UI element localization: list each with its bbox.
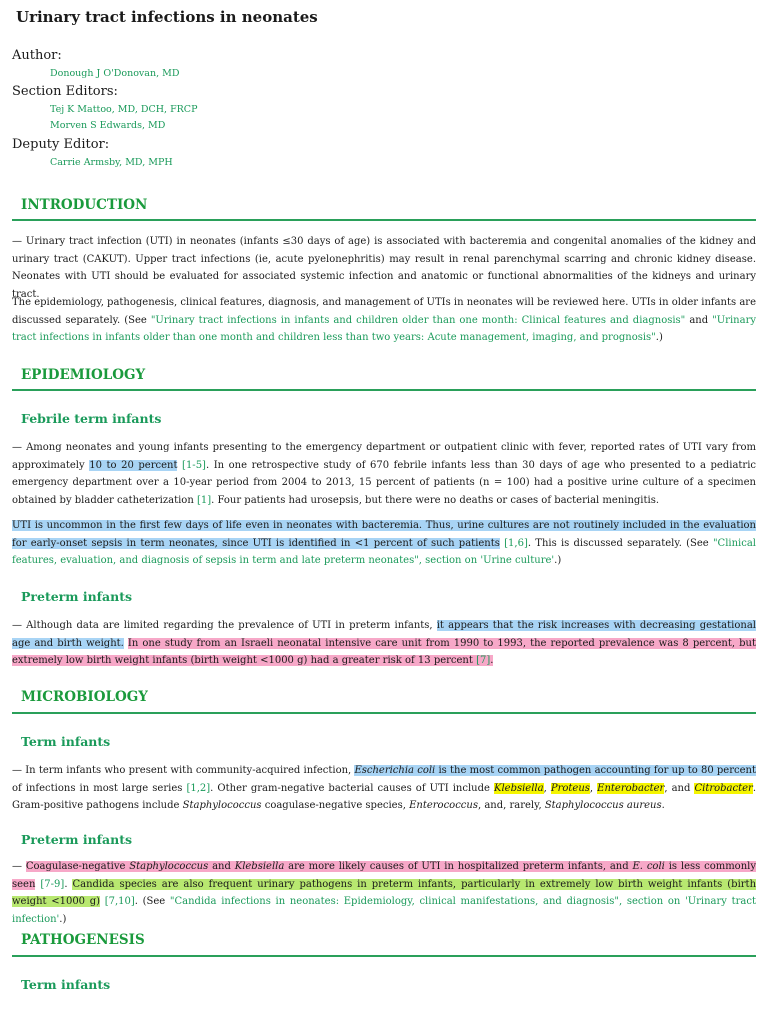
- preterm-paragraph: — Although data are limited regarding the prevalence of UTI in preterm infants, it appears that the risk increases with decreasing gestational age and birth weight. In one study from an Israeli neonatal intensive care unit from 1990 to 1993, the reported prevalence was 8 percent, but extremely low birth weight infants (birth weight <1000 g) had a greater risk of 13 percent [7].: [12, 620, 756, 666]
- candida-neonates-link[interactable]: "Candida infections in neonates: Epidemiology, clinical manifestations, and diagnosis", section on 'Urinary tract infection': [12, 896, 757, 925]
- reference-link[interactable]: [1,2]: [186, 782, 211, 794]
- introduction-paragraph-1: — Urinary tract infection (UTI) in neonates (infants ≤30 days of age) is associated with bacteremia and congenital anomalies of the kidney and urinary tract (CAKUT). Upper tract infections (ie, acute pyelonephritis) may result in renal parenchymal scarring and chronic kidney disease. Neonates with UTI should be evaluated for associated systemic infection and anatomic or functional abnormalities of the kidneys and urinary tract.: [12, 236, 756, 300]
- microbiology-heading: MICROBIOLOGY: [21, 689, 148, 705]
- deputy-editor-name-link[interactable]: Carrie Armsby, MD, MPH: [50, 157, 173, 168]
- article-title: Urinary tract infections in neonates: [16, 8, 318, 26]
- sepsis-neonates-link[interactable]: "Clinical features, evaluation, and diagnosis of sepsis in term and late preterm neonates", section on 'Urine culture': [12, 537, 756, 566]
- uti-clinical-features-link[interactable]: "Urinary tract infections in infants and children older than one month: Clinical features and diagnosis": [150, 314, 686, 326]
- introduction-paragraph-2: The epidemiology, pathogenesis, clinical features, diagnosis, and management of UTIs in neonates will be reviewed here. UTIs in older infants are discussed separately. (See "Urinary tract infections in infants and children older than one month: Clinical features and diagnosis" and "Urinary tract infections in infants older than one month and children less than two years: Acute management, imaging, and prognosis".): [12, 297, 756, 343]
- preterm-infants-heading: Preterm infants: [21, 589, 133, 604]
- reference-link[interactable]: [1]: [196, 494, 212, 506]
- author-label: Author:: [12, 48, 62, 63]
- section-editor-1-link[interactable]: Tej K Mattoo, MD, DCH, FRCP: [50, 104, 198, 115]
- author-name-link[interactable]: Donough J O'Donovan, MD: [50, 68, 180, 79]
- reference-link[interactable]: [7]: [476, 655, 491, 666]
- section-editor-2-link[interactable]: Morven S Edwards, MD: [50, 120, 166, 131]
- reference-link[interactable]: [1-5]: [182, 459, 206, 471]
- reference-link[interactable]: [1,6]: [504, 537, 528, 549]
- section-divider: [12, 219, 756, 221]
- introduction-heading: INTRODUCTION: [21, 197, 148, 213]
- section-editors-label: Section Editors:: [12, 84, 118, 99]
- highlight-blue: it appears that the risk increases with decreasing gestational age and birth weight.: [12, 620, 756, 649]
- section-divider: [12, 955, 756, 957]
- section-divider: [12, 389, 756, 391]
- highlight-yellow: Enterobacter: [597, 782, 665, 794]
- highlight-yellow: Citrobacter: [694, 782, 753, 794]
- pathogenesis-term-infants-heading: Term infants: [21, 977, 111, 992]
- micro-preterm-infants-heading: Preterm infants: [21, 832, 133, 847]
- highlight-pink: In one study from an Israeli neonatal intensive care unit from 1990 to 1993, the reported prevalence was 8 percent, but extremely low birth weight infants (birth weight <1000 g) had a greater risk of 13 percent [7].: [12, 637, 756, 666]
- section-divider: [12, 712, 756, 714]
- micro-preterm-paragraph: — Coagulase-negative Staphylococcus and Klebsiella are more likely causes of UTI in hospitalized preterm infants, and E. coli is less commonly seen [7-9]. Candida species are also frequent urinary pathogens in preterm infants, particularly in extremely low birth weight infants (birth weight <1000 g) [7,10]. (See "Candida infections in neonates: Epidemiology, clinical manifestations, and diagnosis", section on 'Urinary tract infection'.): [12, 861, 757, 925]
- febrile-term-paragraph-2: UTI is uncommon in the first few days of life even in neonates with bacteremia. Thus, urine cultures are not routinely included in the evaluation for early-onset sepsis in term neonates, since UTI is identified in <1 percent of such patients [1,6]. This is discussed separately. (See "Clinical features, evaluation, and diagnosis of sepsis in term and late preterm neonates", section on 'Urine culture'.): [12, 520, 756, 566]
- highlight-yellow: Klebsiella: [493, 782, 544, 794]
- highlight-pink: Coagulase-negative Staphylococcus and Klebsiella are more likely causes of UTI in hospitalized preterm infants, and E. coli is less commonly seen: [12, 861, 756, 890]
- febrile-term-paragraph-1: — Among neonates and young infants presenting to the emergency department or outpatient clinic with fever, reported rates of UTI vary from approximately 10 to 20 percent [1-5]. In one retrospective study of 670 febrile infants less than 30 days of age who presented to a pediatric emergency department over a 10-year period from 2004 to 2013, 15 percent of patients (n = 100) had a positive urine culture of a specimen obtained by bladder catheterization [1]. Four patients had urosepsis, but there were no deaths or cases of bacterial meningitis.: [12, 442, 756, 506]
- epidemiology-heading: EPIDEMIOLOGY: [21, 367, 146, 383]
- highlight-blue: UTI is uncommon in the first few days of life even in neonates with bacteremia. Thus, urine cultures are not routinely included in the evaluation for early-onset sepsis in term neonates, since UTI is identified in <1 percent of such patients: [12, 520, 756, 549]
- uti-acute-management-link[interactable]: "Urinary tract infections in infants older than one month and children less than two years: Acute management, imaging, and prognosis": [12, 314, 756, 343]
- deputy-editor-label: Deputy Editor:: [12, 137, 110, 152]
- pathogenesis-heading: PATHOGENESIS: [21, 932, 145, 948]
- highlight-yellow: Proteus: [550, 782, 590, 794]
- highlight-green: Candida species are also frequent urinary pathogens in preterm infants, particularly in extremely low birth weight infants (birth weight <1000 g): [12, 878, 757, 907]
- micro-term-paragraph: — In term infants who present with community-acquired infection, Escherichia coli is the most common pathogen accounting for up to 80 percent of infections in most large series [1,2]. Other gram-negative bacterial causes of UTI include Klebsiella, Proteus, Enterobacter, and Citrobacter. Gram-positive pathogens include Staphylococcus coagulase-negative species, Enterococcus, and, rarely, Staphylococcus aureus.: [12, 765, 757, 811]
- highlight-blue: Escherichia coli is the most common pathogen accounting for up to 80 percent: [354, 765, 756, 776]
- reference-link[interactable]: [7-9]: [40, 878, 65, 890]
- highlight-blue: 10 to 20 percent: [89, 459, 178, 471]
- reference-link[interactable]: [7,10]: [104, 896, 135, 907]
- febrile-term-infants-heading: Febrile term infants: [21, 411, 162, 426]
- term-infants-heading: Term infants: [21, 734, 111, 749]
